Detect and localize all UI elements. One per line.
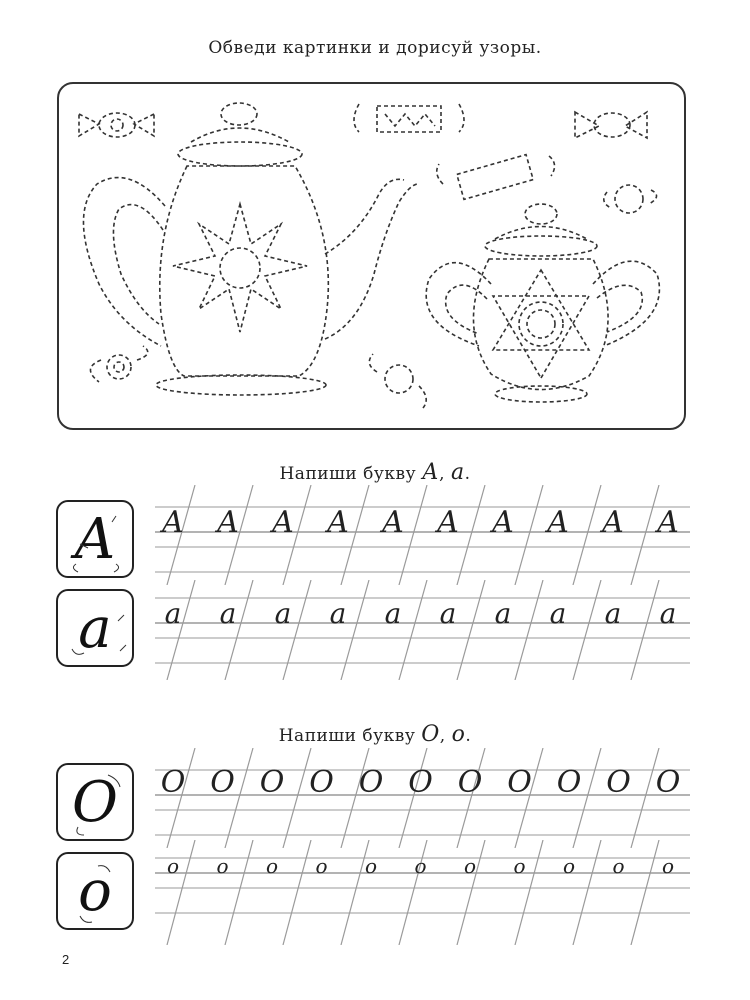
big-teapot-lid [191,128,289,142]
cursive-capital-a-card [56,500,134,578]
sample-letter: O [309,765,334,800]
task-2-end: . [464,464,471,484]
slant-guide-line [631,840,659,945]
task-3-prefix: Напиши букву [278,726,422,746]
candy-top-right [575,112,647,138]
sample-letter: A [382,505,404,540]
sample-letter: o [216,854,229,878]
slant-guide-line [631,485,659,585]
big-teapot-star [173,204,307,332]
sample-letter: a [164,597,182,630]
candy-top-left [79,113,154,137]
cursive-lowercase-o-card [56,852,134,930]
sample-letter: O [507,765,532,800]
slant-guide-line [573,840,601,945]
card-glyph-lower-a: a [78,595,112,661]
sample-letter: o [612,854,625,878]
sample-letter: o [661,854,675,878]
big-teapot-body [160,166,329,376]
stroke-arrows-icon [58,854,136,932]
sample-letter: O [655,765,681,800]
big-teapot-handle [83,178,165,346]
task-3-end: . [465,726,472,746]
sample-letter: o [414,854,427,878]
big-teapot-base [156,375,326,395]
sample-letter: a [494,597,512,630]
big-teapot-lid-rim [178,142,302,166]
sample-letter: a [659,597,677,630]
slant-guide-line [515,580,543,680]
task-2-lower-letter: а [450,460,465,485]
stroke-arrows-icon [58,502,136,580]
cursive-lowercase-a-card [56,589,134,667]
sample-letter: o [166,854,180,878]
slant-guide-line [225,580,253,680]
sample-letter: A [272,505,294,540]
slant-guide-line [457,580,485,680]
small-teapot-knob [525,204,557,224]
task-2-upper-letter: А [421,460,440,485]
sample-letter: o [562,854,576,878]
stroke-arrows-icon [58,591,136,669]
sample-letter: a [384,597,402,630]
sample-letter: a [329,597,347,630]
dotted-teapots-illustration [59,84,688,432]
writing-row-capital-a [155,485,690,585]
tracing-picture-frame [57,82,686,430]
sample-letter: O [457,765,483,800]
sample-letter: A [327,505,349,540]
sample-letter: a [219,597,237,630]
page-number: 2 [62,952,70,967]
task-2-prefix: Напиши букву [279,464,422,484]
slant-guide-line [283,580,311,680]
candy-top-middle [354,104,464,132]
sample-letter: O [408,765,433,800]
sample-letter: A [437,505,459,540]
card-glyph-upper-a: A [74,506,116,572]
sample-letter: O [259,765,285,800]
slant-guide-line [515,485,543,585]
sample-letter: o [513,854,526,878]
sample-letter: A [492,505,514,540]
task-3-upper-letter: О [421,722,440,747]
slant-guide-line [225,840,253,945]
task-2-title [0,460,750,485]
task-2-separator: , [439,464,451,484]
slant-guide-line [399,580,427,680]
sample-letter: o [265,854,279,878]
card-glyph-upper-o: O [72,769,118,835]
sample-letter: A [602,505,624,540]
task-3-title [0,722,750,747]
slant-guide-line [457,485,485,585]
task-3-lower-letter: о [451,722,466,747]
sample-letter: O [358,765,384,800]
sample-letter: a [274,597,292,630]
slant-guide-line [164,580,195,680]
stroke-arrows-icon [58,765,136,843]
sample-letter: o [364,854,378,878]
candy-wrapped-right [437,155,555,200]
writing-row-lowercase-o [155,840,690,945]
slant-guide-line [283,748,311,848]
sample-letter: o [315,854,328,878]
writing-row-capital-o [155,748,690,848]
sample-letter: a [439,597,457,630]
sample-letter: O [556,765,582,800]
sample-letter: A [657,505,679,540]
small-teapot-body [473,259,608,390]
sample-letter: O [606,765,631,800]
writing-row-lowercase-a [155,580,690,680]
sample-letter: O [210,765,235,800]
cursive-capital-o-card [56,763,134,841]
sample-letter: a [549,597,567,630]
slant-guide-line [341,580,369,680]
task-3-separator: , [439,726,452,746]
big-teapot-sun [220,248,260,288]
sample-letter: o [463,854,477,878]
big-teapot-lid-knob [221,103,257,125]
candy-bottom-middle [369,354,426,408]
sample-letter: A [217,505,239,540]
candy-round-right [604,185,657,213]
slant-guide-line [631,580,659,680]
card-glyph-lower-o: o [78,858,112,924]
sample-letter: O [160,765,186,800]
slant-guide-line [573,485,601,585]
small-teapot-right-handle [593,261,659,346]
sample-letter: a [604,597,622,630]
task-1-title: Обведи картинки и дорисуй узоры. [208,38,542,58]
slant-guide-line [573,580,601,680]
sample-letter: A [162,505,184,540]
slant-guide-line [283,840,311,945]
candy-bottom-left [90,346,147,382]
sample-letter: A [547,505,569,540]
